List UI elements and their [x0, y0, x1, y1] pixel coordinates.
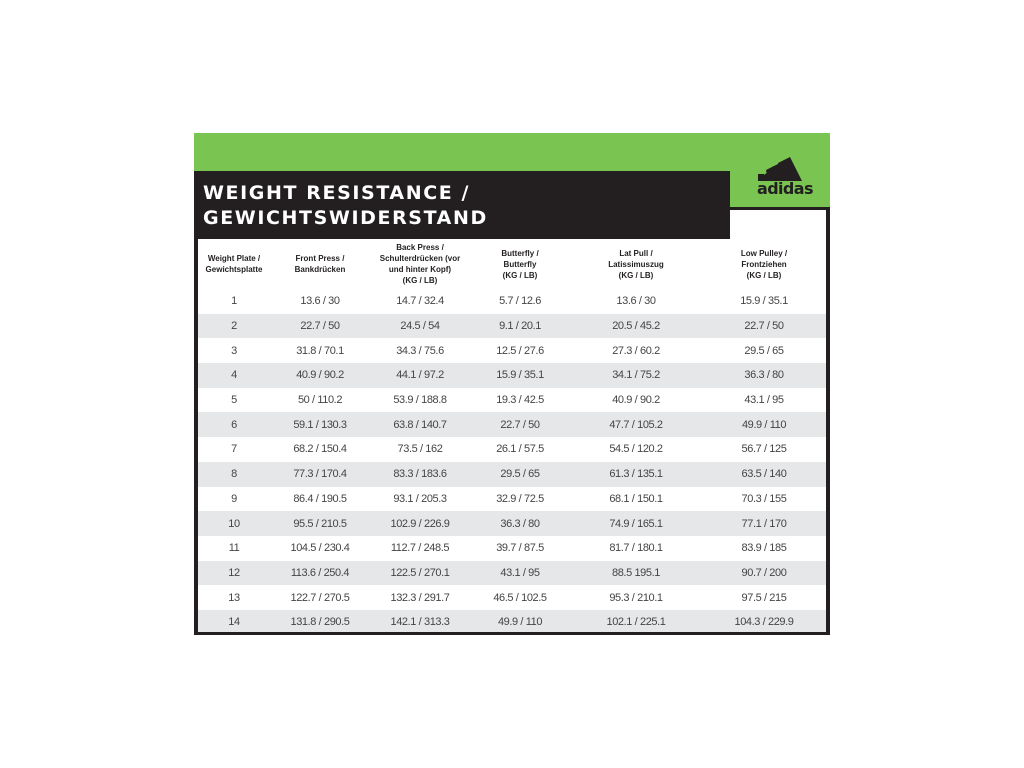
table-row: [198, 412, 826, 437]
lat-pull-cell: 47.7 / 105.2: [570, 412, 702, 437]
low-pulley-cell: 97.5 / 215: [741, 591, 787, 604]
table-row: [198, 487, 826, 512]
lat-pull-cell: 40.9 / 90.2: [612, 394, 660, 407]
frame-border-bottom: [194, 632, 830, 635]
back-press-cell: 142.1 / 313.3: [370, 610, 470, 635]
low-pulley-cell: 36.3 / 80: [702, 363, 826, 388]
butterfly-cell: 39.7 / 87.5: [496, 542, 544, 555]
weight-plate-cell: 3: [231, 344, 237, 357]
lat-pull-cell: 95.3 / 210.1: [609, 591, 663, 604]
back-press-cell: 102.9 / 226.9: [370, 511, 470, 536]
butterfly-cell: 22.7 / 50: [470, 412, 570, 437]
low-pulley-cell: 22.7 / 50: [702, 314, 826, 339]
front-press-cell: 22.7 / 50: [270, 314, 370, 339]
back-press-cell: 83.3 / 183.6: [370, 462, 470, 487]
front-press-cell: 95.5 / 210.5: [270, 511, 370, 536]
lat-pull-cell: 68.1 / 150.1: [609, 492, 663, 505]
front-press-cell: 13.6 / 30: [300, 295, 340, 308]
table-row: [198, 388, 826, 413]
butterfly-cell: 26.1 / 57.5: [496, 443, 544, 456]
weight-plate-cell: 11: [228, 542, 240, 555]
brand-logo-text: adidas: [757, 179, 813, 198]
low-pulley-cell: 70.3 / 155: [741, 492, 787, 505]
front-press-cell: 77.3 / 170.4: [270, 462, 370, 487]
butterfly-cell: 12.5 / 27.6: [496, 344, 544, 357]
lat-pull-cell: 102.1 / 225.1: [570, 610, 702, 635]
table-row: [198, 561, 826, 586]
butterfly-cell: 15.9 / 35.1: [470, 363, 570, 388]
front-press-cell: 113.6 / 250.4: [270, 561, 370, 586]
front-press-cell: 86.4 / 190.5: [293, 492, 347, 505]
back-press-cell: 132.3 / 291.7: [390, 591, 450, 604]
back-press-cell: 14.7 / 32.4: [396, 295, 444, 308]
front-press-cell: 59.1 / 130.3: [270, 412, 370, 437]
lat-pull-cell: 81.7 / 180.1: [609, 542, 663, 555]
lat-pull-cell: 74.9 / 165.1: [570, 511, 702, 536]
front-press-cell: 40.9 / 90.2: [270, 363, 370, 388]
weight-plate-cell: 5: [231, 394, 237, 407]
butterfly-cell: 19.3 / 42.5: [496, 394, 544, 407]
back-press-cell: 122.5 / 270.1: [370, 561, 470, 586]
butterfly-cell: 9.1 / 20.1: [470, 314, 570, 339]
title-box: [194, 171, 730, 239]
weight-table: [198, 239, 826, 635]
weight-plate-cell: 1: [231, 295, 237, 308]
low-pulley-cell: 43.1 / 95: [744, 394, 784, 407]
low-pulley-cell: 49.9 / 110: [702, 412, 826, 437]
lat-pull-cell: 88.5 195.1: [570, 561, 702, 586]
front-press-cell: 131.8 / 290.5: [270, 610, 370, 635]
back-press-cell: 73.5 / 162: [397, 443, 443, 456]
back-press-cell: 112.7 / 248.5: [390, 542, 450, 555]
header-lat-pull: Lat Pull / Latissimuszug (KG / LB): [608, 248, 664, 280]
back-press-cell: 44.1 / 97.2: [370, 363, 470, 388]
header-band: [194, 133, 830, 173]
frame-border-top: [730, 207, 830, 210]
low-pulley-cell: 15.9 / 35.1: [740, 295, 788, 308]
lat-pull-cell: 61.3 / 135.1: [570, 462, 702, 487]
low-pulley-cell: 77.1 / 170: [702, 511, 826, 536]
low-pulley-cell: 56.7 / 125: [741, 443, 787, 456]
butterfly-cell: 5.7 / 12.6: [499, 295, 541, 308]
table-row: [198, 610, 826, 635]
header-butterfly: Butterfly / Butterfly (KG / LB): [501, 248, 539, 280]
front-press-cell: 104.5 / 230.4: [290, 542, 350, 555]
header-low-pulley: Low Pulley / Frontziehen (KG / LB): [740, 248, 788, 280]
butterfly-cell: 46.5 / 102.5: [493, 591, 547, 604]
low-pulley-cell: 29.5 / 65: [744, 344, 784, 357]
butterfly-cell: 32.9 / 72.5: [496, 492, 544, 505]
table-row: [198, 585, 826, 610]
table-row: [198, 338, 826, 363]
butterfly-cell: 49.9 / 110: [470, 610, 570, 635]
front-press-cell: 50 / 110.2: [297, 394, 343, 407]
low-pulley-cell: 63.5 / 140: [702, 462, 826, 487]
lat-pull-cell: 54.5 / 120.2: [609, 443, 663, 456]
weight-plate-cell: 8: [198, 462, 270, 487]
lat-pull-cell: 13.6 / 30: [616, 295, 656, 308]
adidas-stripes-icon: [758, 143, 804, 181]
table-row: [198, 536, 826, 561]
back-press-cell: 24.5 / 54: [370, 314, 470, 339]
weight-plate-cell: 9: [231, 492, 237, 505]
frame-border-right: [826, 207, 830, 635]
butterfly-cell: 43.1 / 95: [470, 561, 570, 586]
header-weight-plate: Weight Plate / Gewichtsplatte: [205, 254, 263, 274]
table-row: [198, 511, 826, 536]
table-row: [198, 363, 826, 388]
title-line-1: WEIGHT RESISTANCE /: [203, 182, 471, 204]
low-pulley-cell: 90.7 / 200: [702, 561, 826, 586]
lat-pull-cell: 20.5 / 45.2: [570, 314, 702, 339]
front-press-cell: 31.8 / 70.1: [296, 344, 344, 357]
table-row: [198, 289, 826, 314]
brand-logo: [730, 173, 830, 209]
weight-resistance-sheet: [194, 133, 830, 635]
title-line-2: GEWICHTSWIDERSTAND: [203, 207, 488, 229]
table-header: [198, 239, 826, 289]
weight-plate-cell: 2: [198, 314, 270, 339]
weight-plate-cell: 14: [198, 610, 270, 635]
table-row: [198, 462, 826, 487]
weight-plate-cell: 13: [228, 591, 240, 604]
butterfly-cell: 29.5 / 65: [470, 462, 570, 487]
butterfly-cell: 36.3 / 80: [470, 511, 570, 536]
back-press-cell: 34.3 / 75.6: [396, 344, 444, 357]
header-back-press: Back Press / Schulterdrücken (vor und hinter Kopf) (KG / LB): [379, 243, 461, 285]
back-press-cell: 53.9 / 188.8: [393, 394, 447, 407]
back-press-cell: 63.8 / 140.7: [370, 412, 470, 437]
weight-plate-cell: 7: [231, 443, 237, 456]
weight-plate-cell: 10: [198, 511, 270, 536]
table-row: [198, 314, 826, 339]
header-front-press: Front Press / Bankdrücken: [294, 254, 346, 274]
table-body: [198, 289, 826, 635]
weight-plate-cell: 6: [198, 412, 270, 437]
weight-plate-cell: 4: [198, 363, 270, 388]
weight-plate-cell: 12: [198, 561, 270, 586]
low-pulley-cell: 104.3 / 229.9: [702, 610, 826, 635]
lat-pull-cell: 34.1 / 75.2: [570, 363, 702, 388]
lat-pull-cell: 27.3 / 60.2: [612, 344, 660, 357]
header-row: [198, 239, 826, 289]
table-row: [198, 437, 826, 462]
back-press-cell: 93.1 / 205.3: [393, 492, 447, 505]
low-pulley-cell: 83.9 / 185: [741, 542, 787, 555]
front-press-cell: 68.2 / 150.4: [293, 443, 347, 456]
front-press-cell: 122.7 / 270.5: [290, 591, 350, 604]
